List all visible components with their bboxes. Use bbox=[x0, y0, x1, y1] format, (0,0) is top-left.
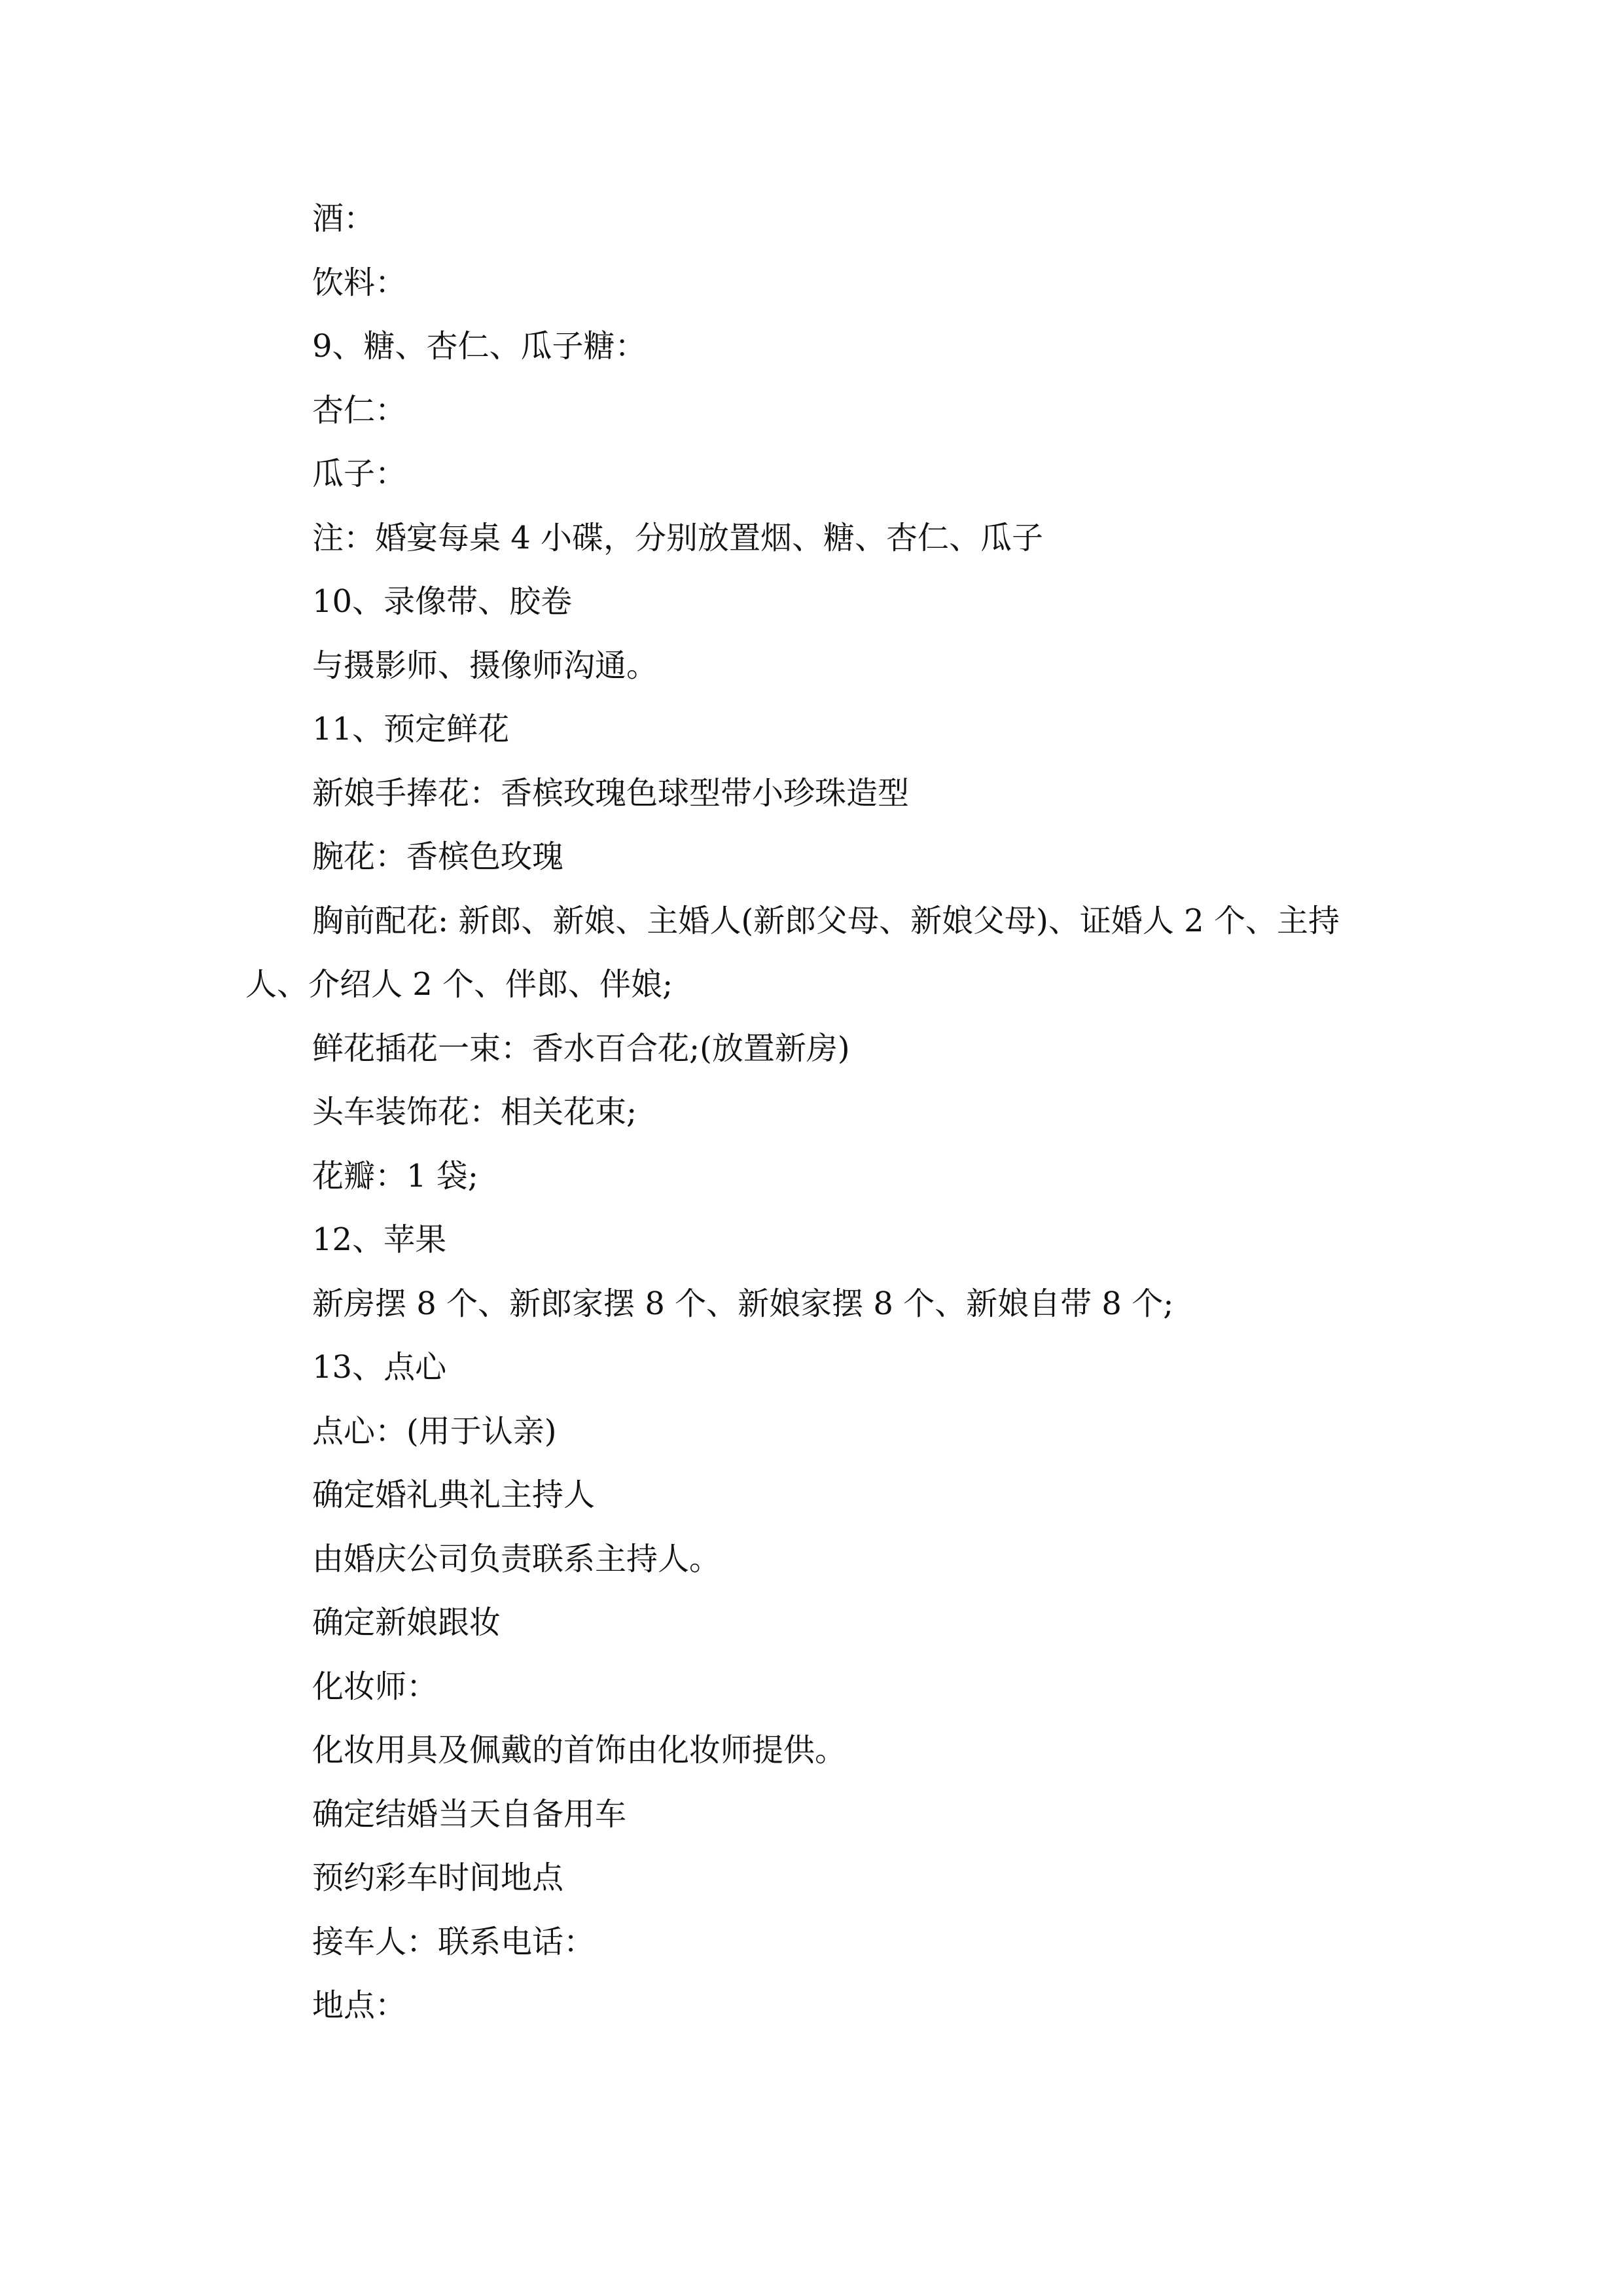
text-line: 鲜花插花一束：香水百合花;(放置新房) bbox=[312, 1030, 850, 1067]
text-line: 接车人：联系电话： bbox=[312, 1923, 596, 1960]
text-line: 花瓣：1 袋; bbox=[312, 1157, 478, 1194]
text-line: 确定结婚当天自备用车 bbox=[312, 1795, 627, 1833]
text-line: 与摄影师、摄像师沟通。 bbox=[312, 647, 658, 684]
text-line: 12、苹果 bbox=[312, 1221, 447, 1258]
text-line: 腕花：香槟色玫瑰 bbox=[312, 838, 564, 875]
text-line: 13、点心 bbox=[312, 1349, 447, 1386]
text-line: 确定婚礼典礼主持人 bbox=[312, 1477, 596, 1513]
text-line: 地点： bbox=[312, 1987, 407, 2024]
text-line: 新房摆 8 个、新郎家摆 8 个、新娘家摆 8 个、新娘自带 8 个; bbox=[312, 1285, 1174, 1322]
document-body bbox=[245, 200, 1387, 2054]
text-line: 瓜子： bbox=[312, 456, 407, 492]
text-line: 头车装饰花：相关花束; bbox=[312, 1094, 637, 1130]
text-line: 新娘手捧花：香槟玫瑰色球型带小珍珠造型 bbox=[312, 774, 910, 812]
text-line: 11、预定鲜花 bbox=[312, 711, 510, 747]
text-line: 由婚庆公司负责联系主持人。 bbox=[312, 1540, 721, 1577]
text-line: 杏仁： bbox=[312, 391, 407, 429]
text-line: 10、录像带、胶卷 bbox=[312, 583, 573, 620]
text-line: 化妆用具及佩戴的首饰由化妆师提供。 bbox=[312, 1732, 847, 1768]
text-line: 饮料： bbox=[312, 264, 407, 301]
text-line: 9、糖、杏仁、瓜子糖： bbox=[312, 328, 647, 365]
text-line: 注：婚宴每桌 4 小碟，分别放置烟、糖、杏仁、瓜子 bbox=[312, 519, 1044, 556]
text-line: 胸前配花: 新郎、新娘、主婚人(新郎父母、新娘父母)、证婚人 2 个、主持 bbox=[312, 902, 1340, 939]
text-line-continuation: 人、介绍人 2 个、伴郎、伴娘; bbox=[245, 966, 673, 1003]
text-line: 化妆师： bbox=[312, 1668, 438, 1705]
text-line: 酒： bbox=[312, 200, 376, 237]
text-line: 预约彩车时间地点 bbox=[312, 1859, 564, 1896]
text-line: 确定新娘跟妆 bbox=[312, 1604, 501, 1641]
text-line: 点心：(用于认亲) bbox=[312, 1412, 557, 1450]
